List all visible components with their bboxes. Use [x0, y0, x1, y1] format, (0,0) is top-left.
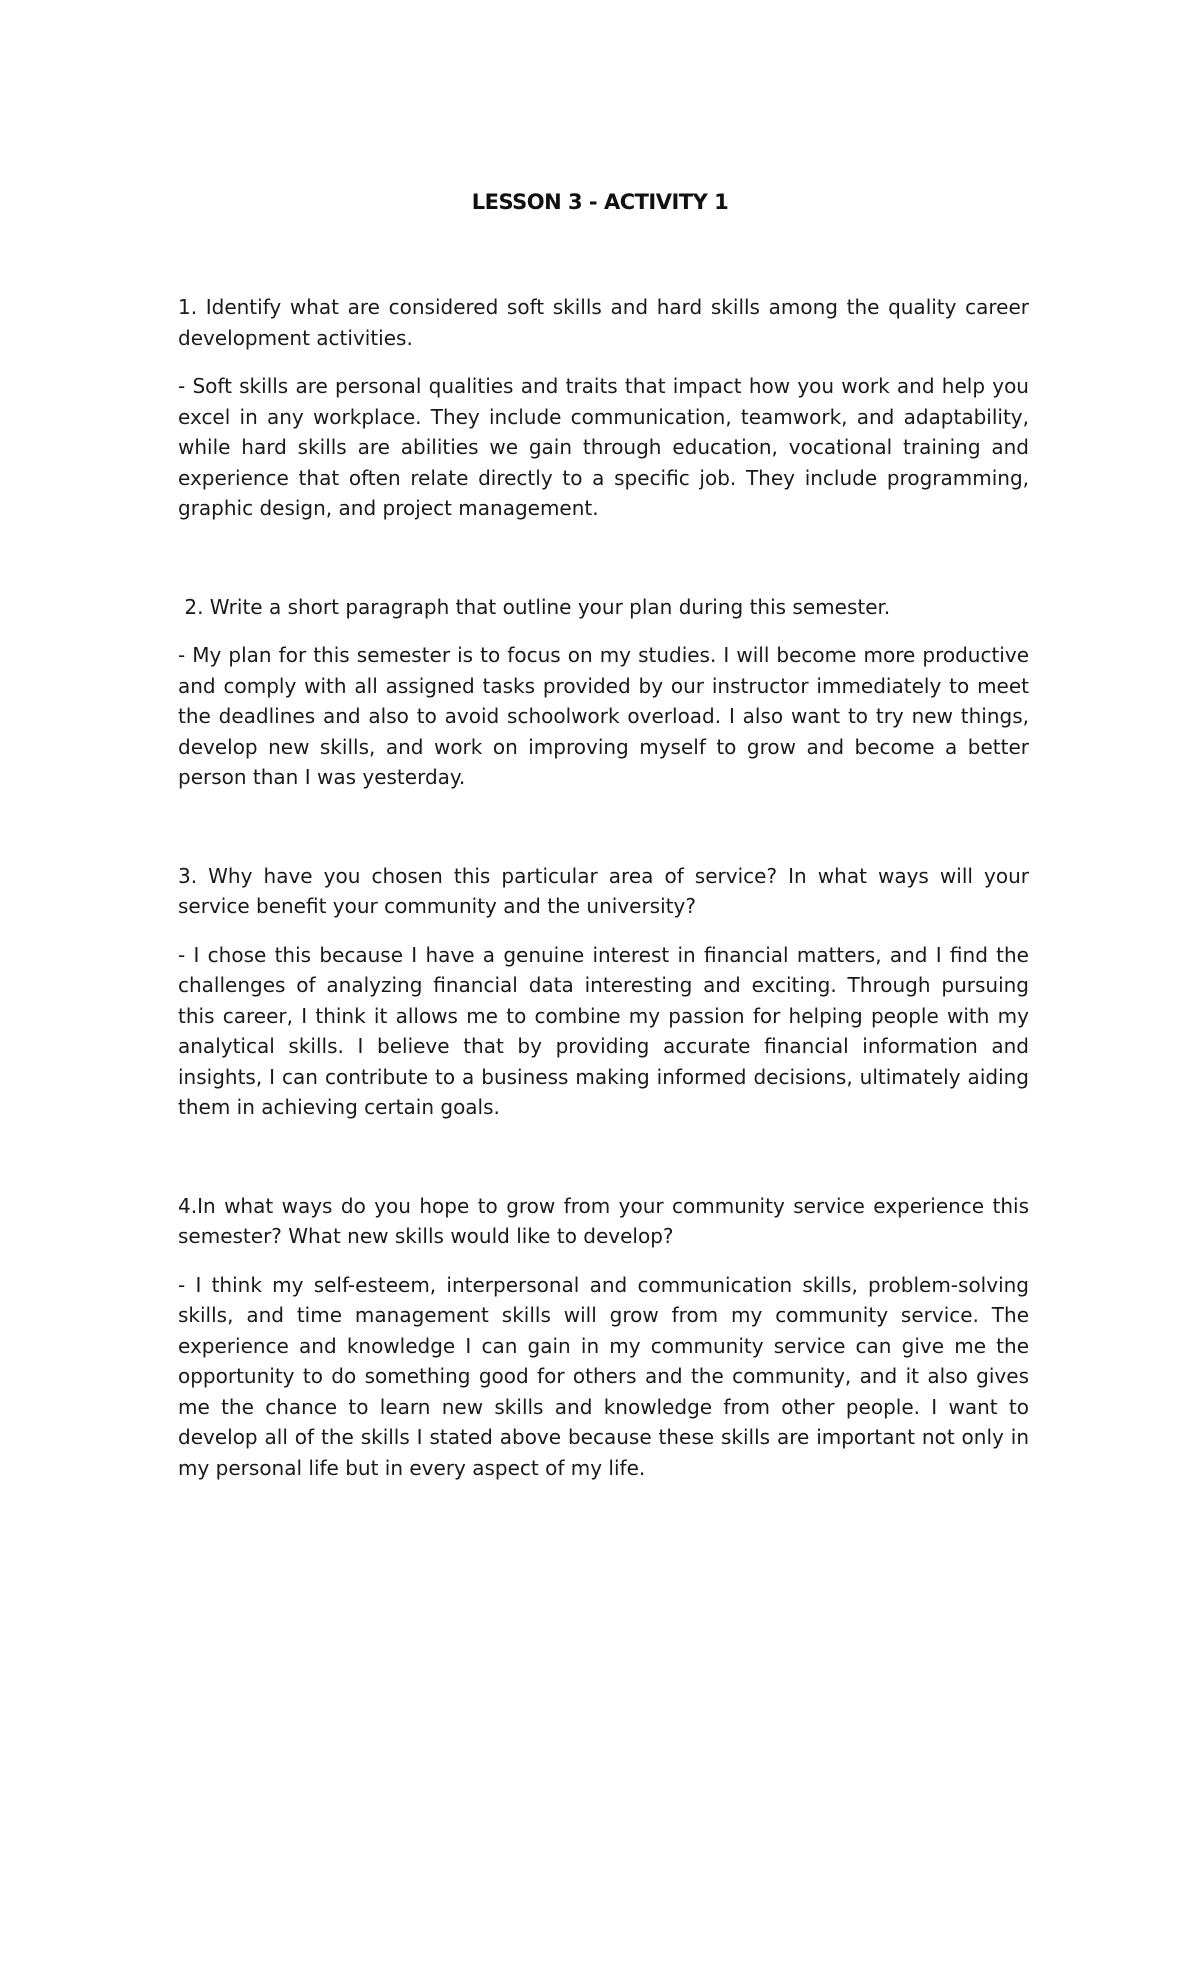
question-4: 4.In what ways do you hope to grow from your community service experience this semester? What new skills would like to develop? — [178, 1193, 1029, 1248]
question-2: 2. Write a short paragraph that outline your plan during this semester. — [178, 594, 891, 619]
question-1: 1. Identify what are considered soft skills and hard skills among the quality career development activities. — [178, 295, 1029, 350]
question-block-1 — [178, 292, 1029, 524]
document-title: LESSON 3 - ACTIVITY 1 — [471, 190, 729, 214]
answer-4: - I think my self-esteem, interpersonal and communication skills, problem-solving skills, and time management skills will grow from my community service. The experience and knowledge I can gain in my community service can give me the opportunity to do something good for others and the community, and it also gives me the chance to learn new skills and knowledge from other people. I want to develop all of the skills I stated above because these skills are important not only in my personal life but in every aspect of my life. — [178, 1272, 1029, 1480]
question-block-3 — [178, 861, 1029, 1123]
answer-1: - Soft skills are personal qualities and traits that impact how you work and help you excel in any workplace. They include communication, teamwork, and adaptability, while hard skills are abilities we gain through education, vocational training and experience that often relate directly to a specific job. They include programming, graphic design, and project management. — [178, 374, 1029, 520]
question-block-2 — [178, 592, 1029, 793]
answer-2: - My plan for this semester is to focus on my studies. I will become more productive and comply with all assigned tasks provided by our instructor immediately to meet the deadlines and also to avoid schoolwork overload. I also want to try new things, develop new skills, and work on improving myself to grow and become a better person than I was yesterday. — [178, 643, 1029, 789]
question-3: 3. Why have you chosen this particular area of service? In what ways will your service benefit your community and the university? — [178, 863, 1029, 918]
question-block-4 — [178, 1191, 1029, 1484]
document-body — [178, 292, 1029, 1483]
answer-3: - I chose this because I have a genuine interest in financial matters, and I find the challenges of analyzing financial data interesting and exciting. Through pursuing this career, I think it allows me to combine my passion for helping people with my analytical skills. I believe that by providing accurate financial information and insights, I can contribute to a business making informed decisions, ultimately aiding them in achieving certain goals. — [178, 942, 1029, 1119]
